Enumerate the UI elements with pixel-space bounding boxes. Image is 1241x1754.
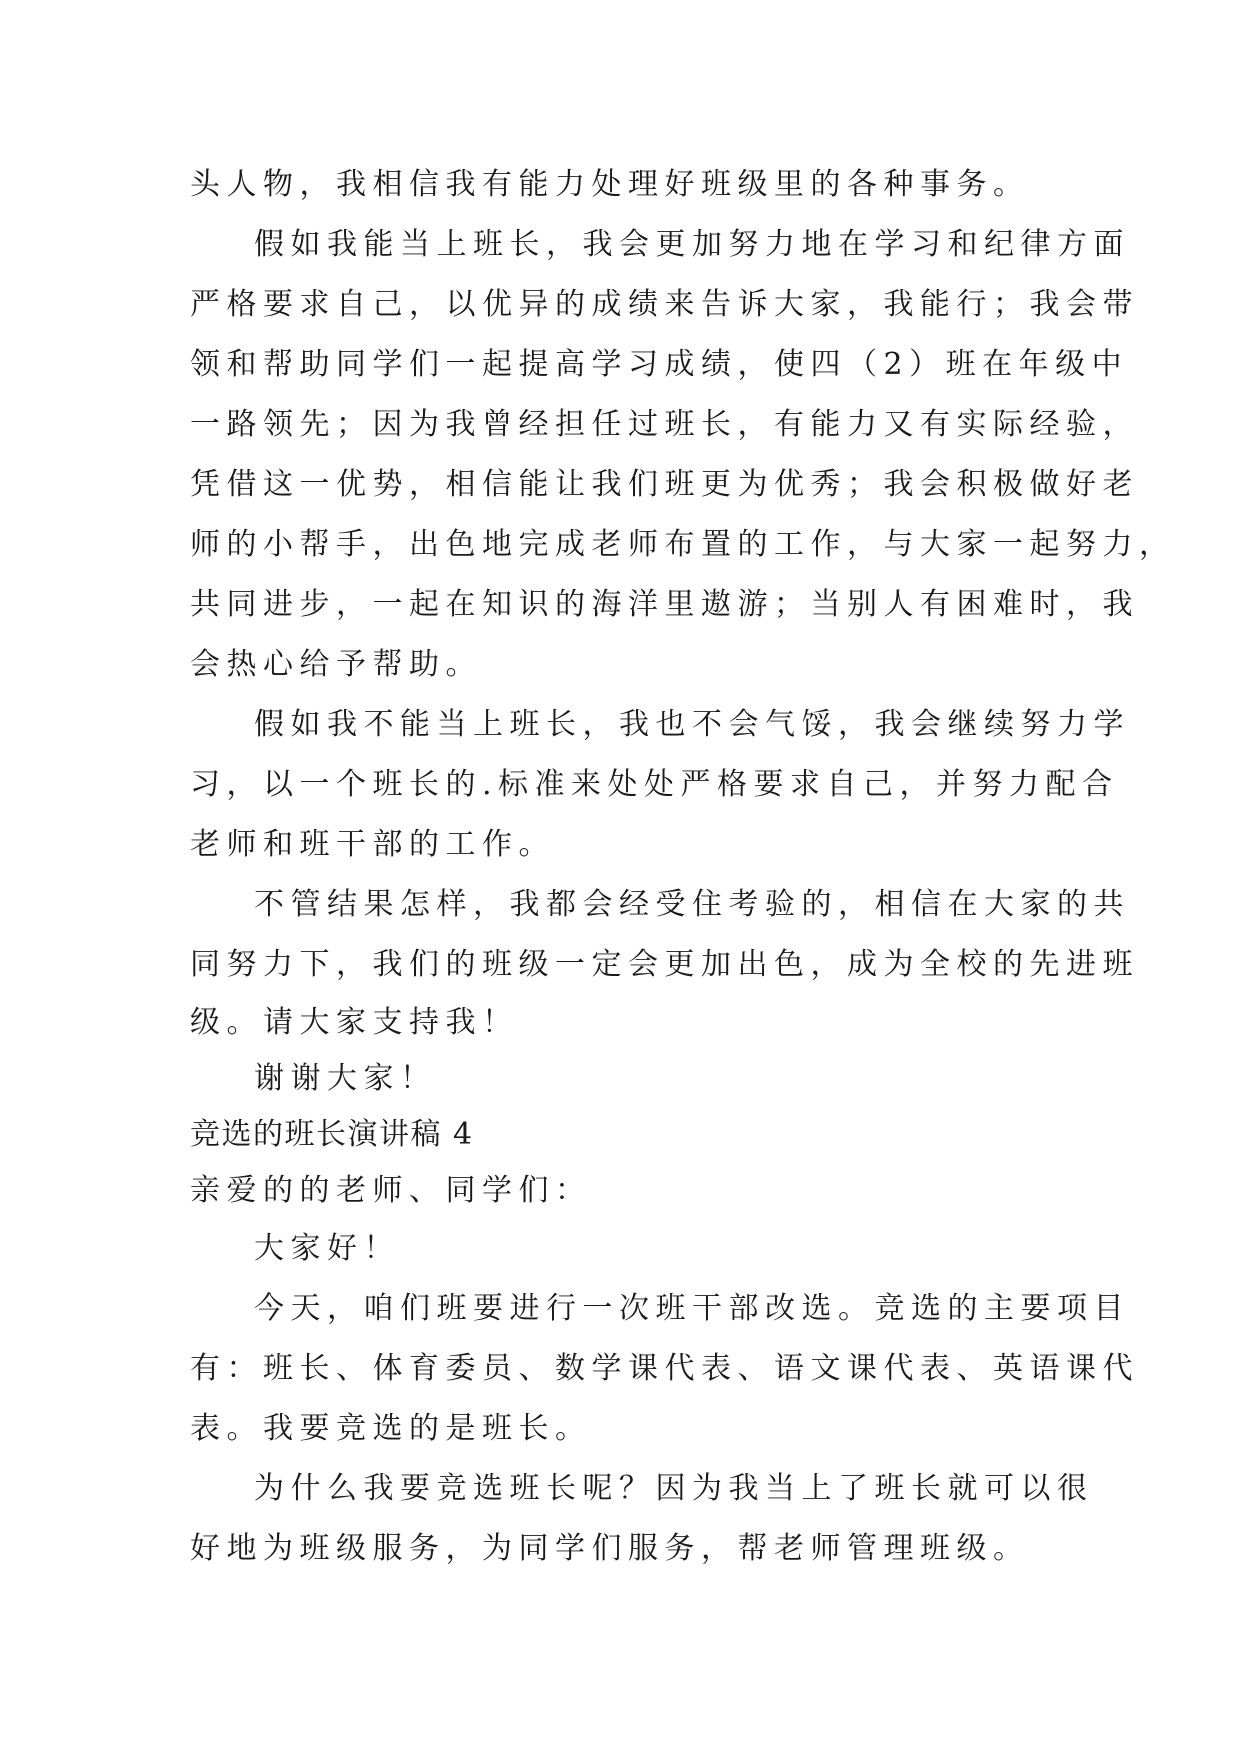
- paragraph-start-line: 假如我能当上班长，我会更加努力地在学习和纪律方面: [254, 227, 1130, 262]
- thanks-line: 谢谢大家！: [254, 1061, 437, 1096]
- paragraph-start-line: 假如我不能当上班长，我也不会气馁，我会继续努力学: [254, 707, 1130, 742]
- text-line: 严格要求自己，以优异的成绩来告诉大家，我能行；我会带: [190, 287, 1139, 322]
- text-line: 凭借这一优势，相信能让我们班更为优秀；我会积极做好老: [190, 467, 1139, 502]
- text-line: 师的小帮手，出色地完成老师布置的工作，与大家一起努力，: [190, 527, 1176, 562]
- paragraph-start-line: 为什么我要竞选班长呢？因为我当上了班长就可以很: [254, 1471, 1094, 1506]
- paragraph-start-line: 不管结果怎样，我都会经受住考验的，相信在大家的共: [254, 887, 1130, 922]
- document-body: [190, 155, 1176, 1579]
- text-line: 共同进步，一起在知识的海洋里遨游；当别人有困难时，我: [190, 587, 1139, 622]
- text-line: 表。我要竞选的是班长。: [190, 1411, 592, 1446]
- text-line: 好地为班级服务，为同学们服务，帮老师管理班级。: [190, 1531, 1030, 1566]
- text-line: 习，以一个班长的.标准来处处严格要求自己，并努力配合: [190, 767, 1119, 802]
- paragraph-start-line: 今天，咱们班要进行一次班干部改选。竞选的主要项目: [254, 1291, 1130, 1326]
- text-line: 会热心给予帮助。: [190, 647, 482, 682]
- text-line: 领和帮助同学们一起提高学习成绩，使四（2）班在年级中: [190, 347, 1129, 382]
- greeting: 大家好！: [254, 1231, 400, 1266]
- text-line: 级。请大家支持我！: [190, 1005, 519, 1040]
- text-line: 老师和班干部的工作。: [190, 827, 555, 862]
- text-line: 同努力下，我们的班级一定会更加出色，成为全校的先进班: [190, 947, 1139, 982]
- text-line: 头人物，我相信我有能力处理好班级里的各种事务。: [190, 167, 1030, 202]
- salutation: 亲爱的的老师、同学们：: [190, 1173, 592, 1208]
- text-line: 一路领先；因为我曾经担任过班长，有能力又有实际经验，: [190, 407, 1139, 442]
- section-title: 竞选的班长演讲稿 4: [190, 1117, 474, 1152]
- text-line: 有：班长、体育委员、数学课代表、语文课代表、英语课代: [190, 1351, 1139, 1386]
